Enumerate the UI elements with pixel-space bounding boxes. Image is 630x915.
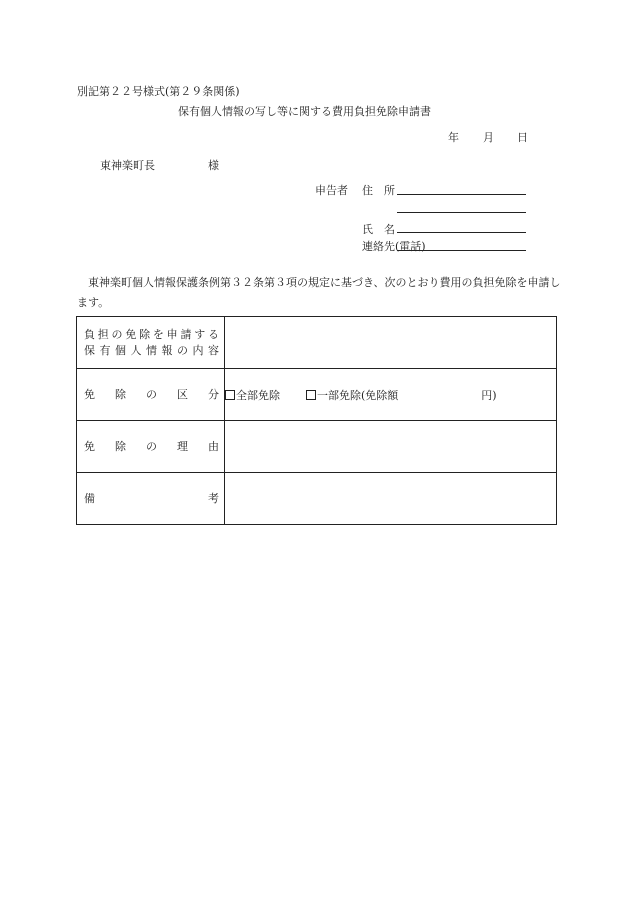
- application-table: [76, 316, 557, 525]
- category-label: 免除の区分: [84, 387, 219, 401]
- date-year-label: 年: [448, 131, 459, 144]
- table-row: [77, 421, 557, 473]
- table-row: [77, 369, 557, 421]
- remarks-label-cell: [77, 473, 225, 525]
- yen-label: 円): [481, 388, 497, 402]
- content-value-cell[interactable]: [225, 317, 557, 369]
- content-label-line2: 保有個人情報の内容: [84, 343, 219, 357]
- full-exemption-option[interactable]: [225, 387, 280, 403]
- address-label: 住 所: [362, 184, 395, 197]
- content-label-cell: [77, 317, 225, 369]
- form-number-note: 別記第２２号様式(第２９条関係): [77, 85, 240, 98]
- full-exemption-label: 全部免除: [236, 388, 280, 402]
- applicant-label: 申告者: [315, 184, 348, 197]
- name-label: 氏 名: [362, 223, 395, 236]
- contact-field-line[interactable]: [397, 250, 526, 251]
- reason-label-cell: [77, 421, 225, 473]
- content-label-line1: 負担の免除を申請する: [84, 327, 219, 341]
- reason-value-cell[interactable]: [225, 421, 557, 473]
- full-exemption-checkbox[interactable]: [225, 390, 235, 400]
- partial-exemption-checkbox[interactable]: [306, 390, 316, 400]
- recipient-name: 東神楽町長: [100, 159, 155, 172]
- name-field-line[interactable]: [397, 232, 526, 233]
- address-field-line-1[interactable]: [397, 194, 526, 195]
- table-row: [77, 317, 557, 369]
- address-field-line-2[interactable]: [397, 212, 526, 213]
- remarks-value-cell[interactable]: [225, 473, 557, 525]
- intro-paragraph: 東神楽町個人情報保護条例第３２条第３項の規定に基づき、次のとおり費用の負担免除を申請します。: [77, 276, 561, 309]
- date-day-label: 日: [517, 131, 528, 144]
- reason-label: 免除の理由: [84, 439, 219, 453]
- document-title: 保有個人情報の写し等に関する費用負担免除申請書: [178, 105, 431, 118]
- partial-exemption-option[interactable]: [306, 387, 398, 403]
- contact-label: 連絡先(電話): [362, 240, 426, 253]
- category-value-cell: [225, 369, 557, 421]
- remarks-label: 備考: [84, 491, 219, 505]
- table-row: [77, 473, 557, 525]
- recipient-honorific: 様: [208, 159, 219, 172]
- category-label-cell: [77, 369, 225, 421]
- partial-exemption-label: 一部免除(免除額: [317, 388, 399, 402]
- date-month-label: 月: [483, 131, 494, 144]
